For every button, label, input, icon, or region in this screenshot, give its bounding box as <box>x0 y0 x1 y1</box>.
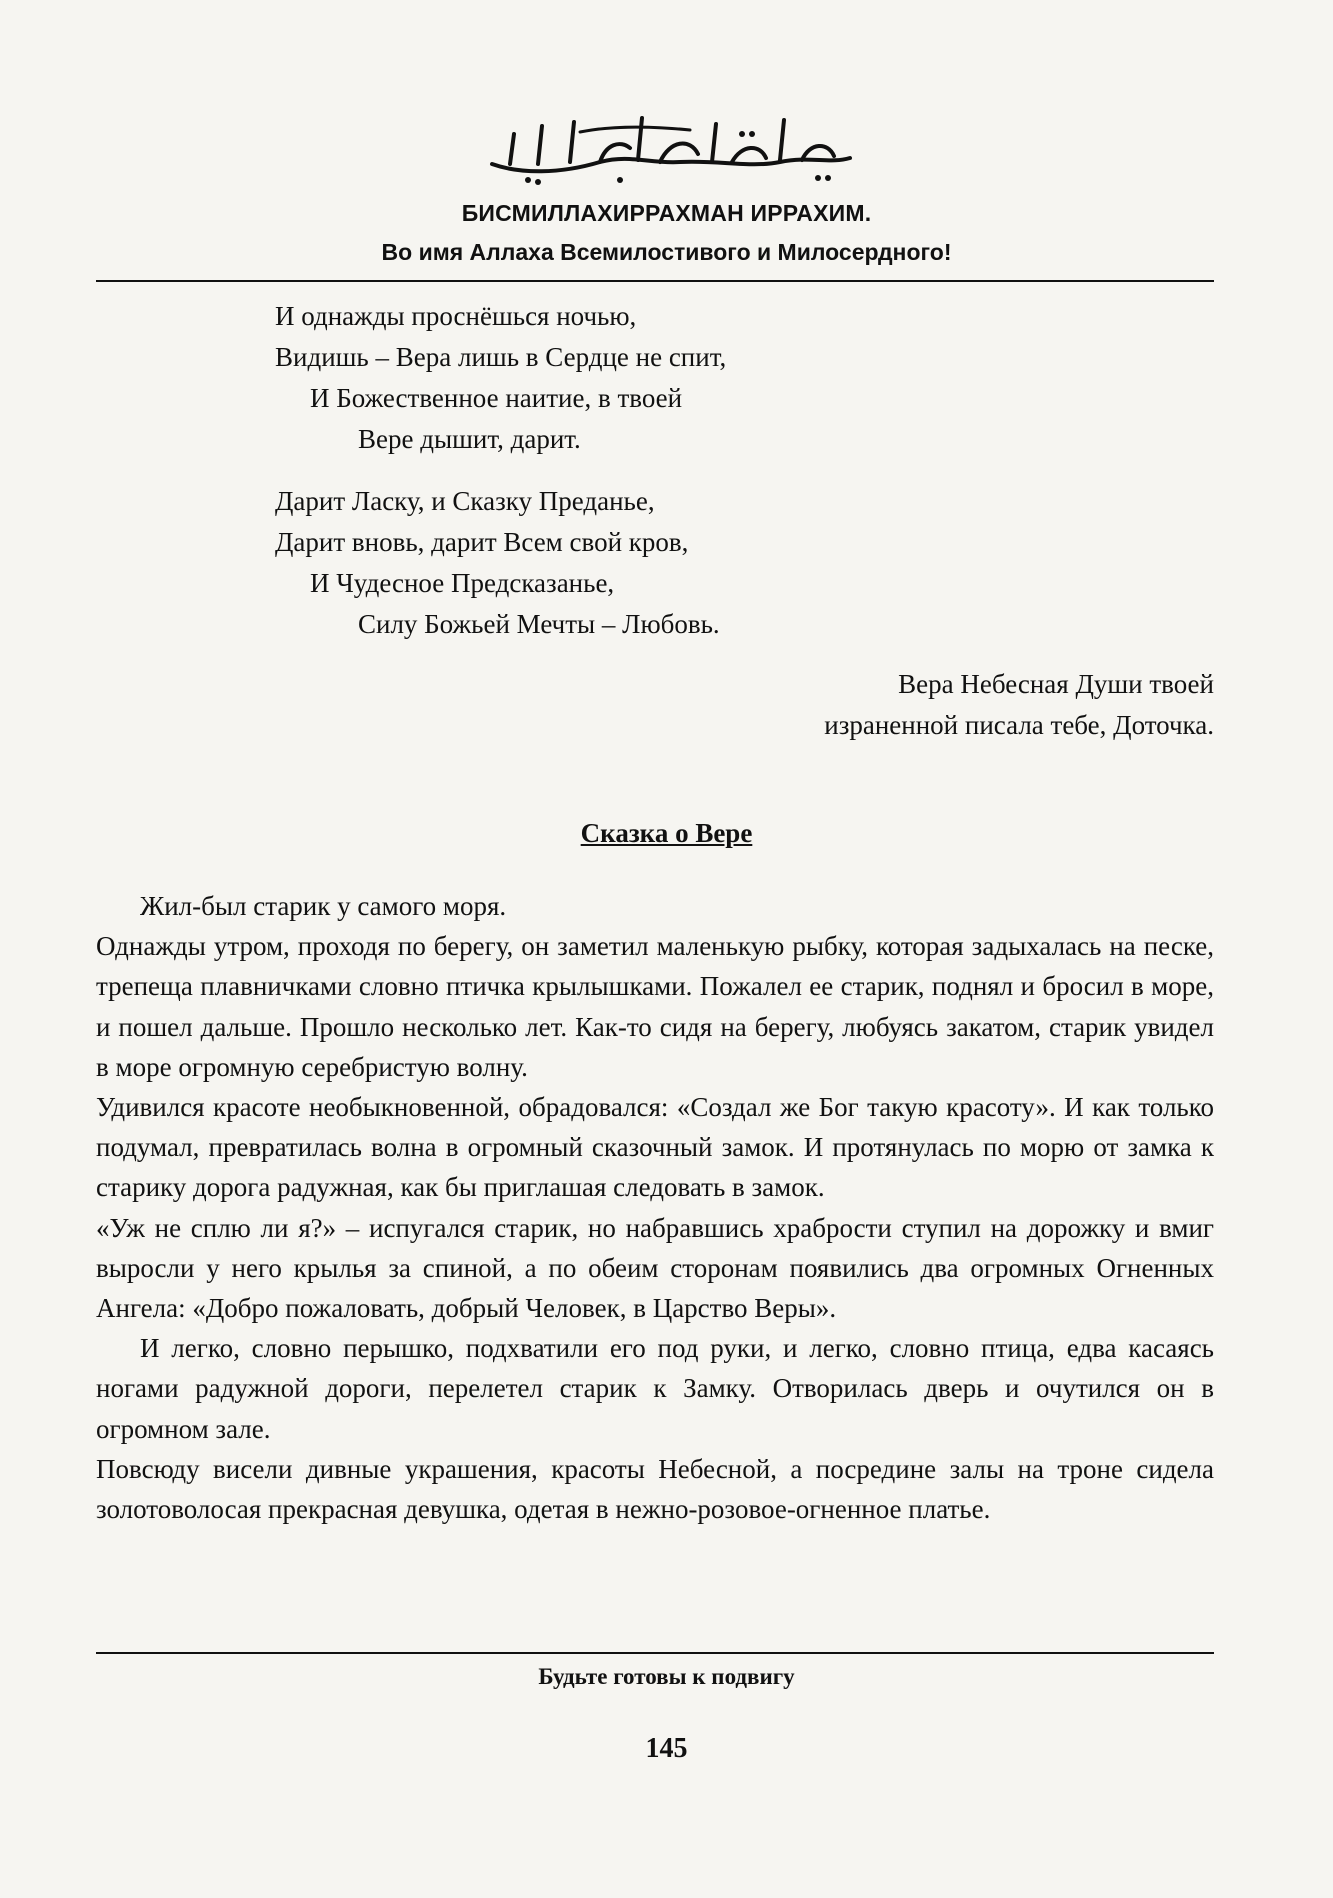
poem-line: Дарит Ласку, и Сказку Преданье, <box>275 486 655 516</box>
paragraph: Удивился красоте необыкновенной, обрадовался: «Создал же Бог такую красоту». И как только подумал, превратилась волна в огромный сказочный замок. И протянулась по морю от замка к старику дорога радужная, как бы приглашая следовать в замок. <box>96 1092 1214 1203</box>
poem-line: Силу Божьей Мечты – Любовь. <box>358 609 720 639</box>
paragraph: «Уж не сплю ли я?» – испугался старик, но набравшись храбрости ступил на дорожку и вмиг выросли у него крылья за спиной, а по обеим сторонам появились два огромных Огненных Ангела: «Добро пожаловать, добрый Человек, в Царство Веры». <box>96 1212 1214 1324</box>
poem-line: Вере дышит, дарит. <box>358 424 581 454</box>
basmala-title: БИСМИЛЛАХИРРАХМАН ИРРАХИМ. <box>461 200 872 226</box>
story-title: Сказка о Вере <box>580 818 753 848</box>
header-divider <box>96 280 1214 282</box>
footer-divider <box>96 1652 1214 1654</box>
paragraph: Повсюду висели дивные украшения, красоты Небесной, а посредине залы на троне сидела золотоволосая прекрасная девушка, одетая в нежно-розовое-огненное платье. <box>96 1453 1214 1525</box>
paragraph: Жил-был старик у самого моря. <box>140 891 507 921</box>
page-number: 145 <box>645 1733 688 1764</box>
poem-line: И Божественное наитие, в твоей <box>310 383 683 413</box>
signature-line: Вера Небесная Души твоей <box>898 669 1214 699</box>
basmala-calligraphy-icon <box>480 104 860 190</box>
story-text <box>96 886 1214 1529</box>
paragraph: И легко, словно перышко, подхватили его под руки, и легко, словно птица, едва касаясь ногами радужной дороги, перелетел старик к Замку. Отворилась дверь и очутился он в огромном зале. <box>96 1333 1214 1444</box>
running-footer-title: Будьте готовы к подвигу <box>538 1664 795 1689</box>
basmala-translation: Во имя Аллаха Всемилостивого и Милосердного! <box>381 239 952 265</box>
poem-line: И Чудесное Предсказанье, <box>310 568 615 598</box>
signature-line: израненной писала тебе, Доточка. <box>824 710 1214 740</box>
paragraph: Однажды утром, проходя по берегу, он заметил маленькую рыбку, которая задыхалась на песке, трепеща плавничками словно птичка крылышками. Пожалел ее старик, поднял и бросил в море, и пошел дальше. Прошло несколько лет. Как-то сидя на берегу, любуясь закатом, старик увидел в море огромную серебристую волну. <box>96 931 1214 1082</box>
poem-line: И однажды проснёшься ночью, <box>275 301 637 331</box>
poem-line: Дарит вновь, дарит Всем свой кров, <box>275 527 689 557</box>
poem-line: Видишь – Вера лишь в Сердце не спит, <box>275 342 727 372</box>
